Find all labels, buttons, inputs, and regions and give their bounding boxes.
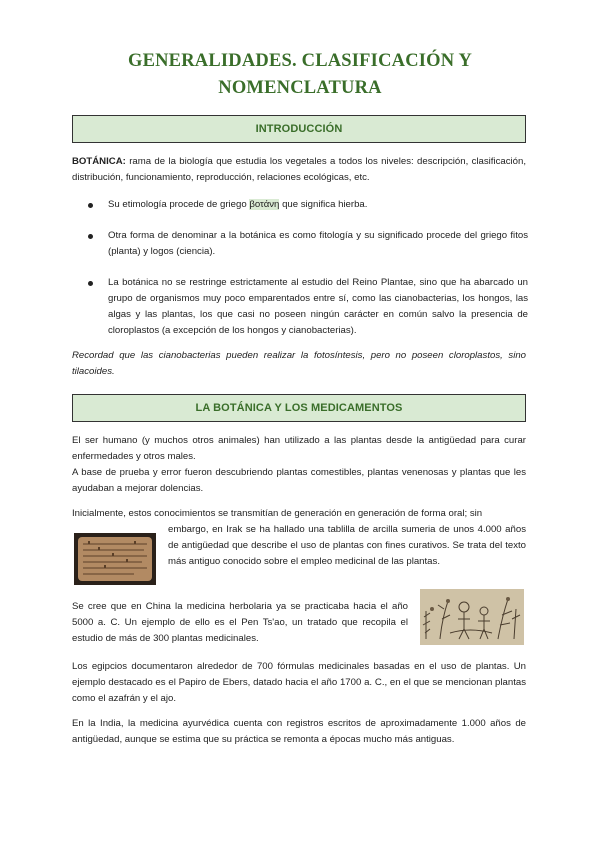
bullet-reino-plantae bbox=[88, 275, 528, 339]
bullet-dot bbox=[88, 234, 93, 239]
chinese-herbal-illustration bbox=[420, 589, 524, 645]
title-line-2: NOMENCLATURA bbox=[218, 78, 382, 98]
page-title bbox=[40, 48, 560, 102]
bullet-etimologia bbox=[88, 197, 528, 213]
paragraph-tablilla: embargo, en Irak se ha hallado una tablilla de arcilla sumeria de unos 4.000 años de antigüedad que describe el uso de plantas con fines curativos. Se trata del texto más antiguo conocido sobre el empleo medicinal de las plantas. bbox=[168, 524, 526, 567]
bullet-dot bbox=[88, 281, 93, 286]
paragraph-prueba-error: A base de prueba y error fueron descubriendo plantas comestibles, plantas venenosas y plantas que les ayudaban a mejorar dolencias. bbox=[72, 467, 526, 494]
paragraph-egipcios: Los egipcios documentaron alrededor de 700 fórmulas medicinales basadas en el uso de plantas. Un ejemplo destacado es el Papiro de Ebers, datado hacia el año 1700 a. C., en el que se mencionan plantas como el azafrán y el ajo. bbox=[72, 661, 526, 704]
paragraph-india: En la India, la medicina ayurvédica cuenta con registros escritos de aproximadamente 1.000 años de antigüedad, aunque se estima que su práctica se remonta a épocas mucho más antiguas. bbox=[72, 718, 526, 745]
greek-word: βοτάνη bbox=[249, 199, 280, 210]
bullet2-text: Otra forma de denominar a la botánica es como fitología y su significado procede del griego fitos (planta) y logos (ciencia). bbox=[108, 230, 528, 257]
section-header-medicamentos: LA BOTÁNICA Y LOS MEDICAMENTOS bbox=[72, 394, 526, 422]
bullet1-post: que significa hierba. bbox=[279, 199, 368, 210]
paragraph-ser-humano: El ser humano (y muchos otros animales) han utilizado a las plantas desde la antigüedad para curar enfermedades y otros males. bbox=[72, 435, 526, 462]
definition-text: rama de la biología que estudia los vegetales a todos los niveles: descripción, clasificación, distribución, funcionamiento, reproducción, relaciones ecológicas, etc. bbox=[72, 156, 526, 183]
paragraph-transmision-oral-line1: Inicialmente, estos conocimientos se transmitían de generación en generación de forma oral; sin bbox=[72, 508, 483, 519]
section-header-introduccion: INTRODUCCIÓN bbox=[72, 115, 526, 143]
botanica-definition bbox=[72, 154, 526, 186]
definition-term: BOTÁNICA: bbox=[72, 156, 126, 167]
clay-tablet-image bbox=[74, 533, 156, 585]
title-line-1: GENERALIDADES. CLASIFICACIÓN Y bbox=[127, 51, 473, 71]
bullet1-pre: Su etimología procede de griego bbox=[108, 199, 250, 210]
bullet-dot bbox=[88, 203, 93, 208]
note-cianobacterias: Recordad que las cianobacterias pueden realizar la fotosíntesis, pero no poseen cloroplastos, sino tilacoides. bbox=[72, 350, 526, 377]
paragraph-china: Se cree que en China la medicina herbolaria ya se practicaba hacia el año 5000 a. C. Un ejemplo de ello es el Pen Ts'ao, un tratado que recopila el estudio de más de 300 plantas medicinales. bbox=[72, 601, 408, 644]
bullet-fitologia bbox=[88, 228, 528, 260]
bullet3-text: La botánica no se restringe estrictamente al estudio del Reino Plantae, sino que ha abarcado un grupo de organismos muy poco emparentados entre sí, como las cianobacterias, los hongos, las algas y las plantas, los que casi no poseen ningún carácter en común salvo la presencia de cloroplastos (a excepción de los hongos y cianobacterias). bbox=[108, 277, 528, 336]
